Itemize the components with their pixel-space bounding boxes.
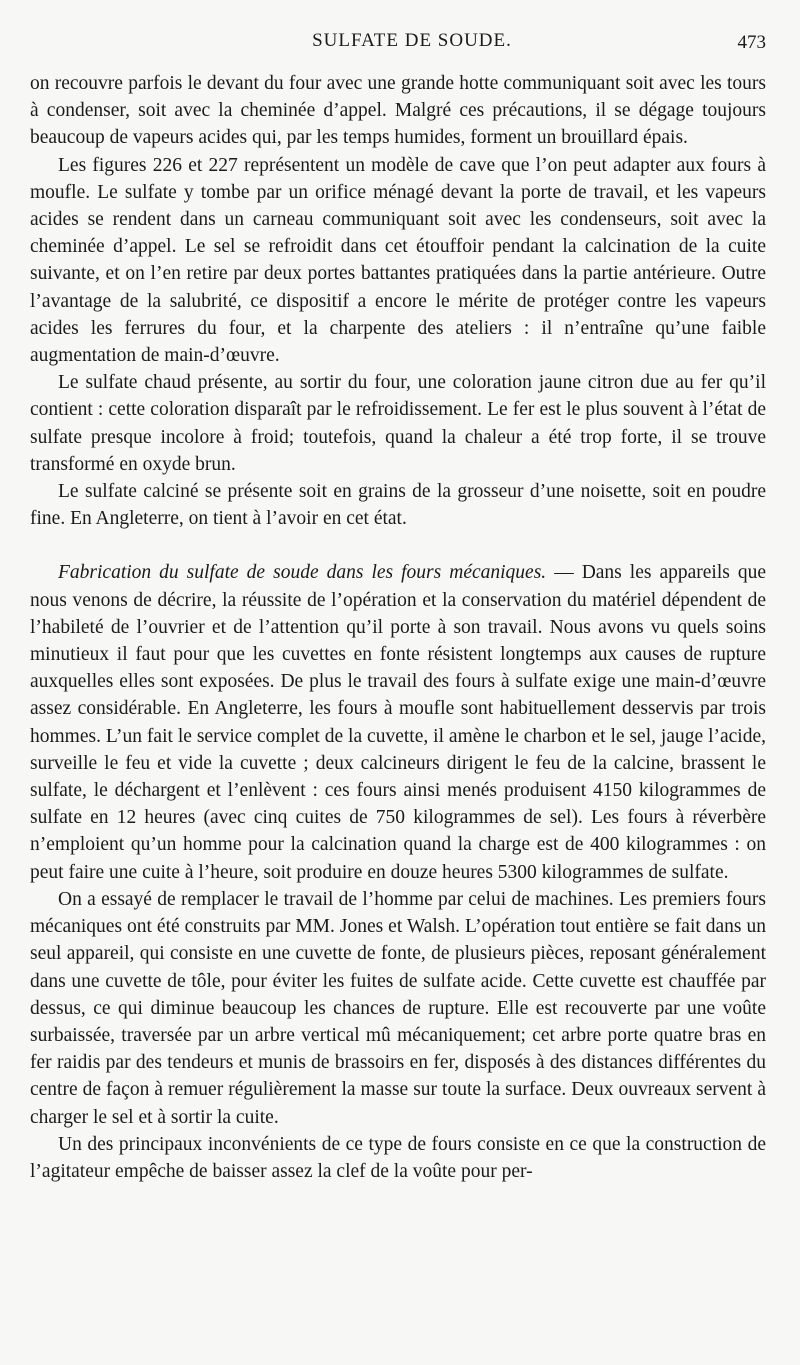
paragraph-mechanical: On a essayé de remplacer le travail de l’homme par celui de machines. Les premiers fours mécaniques ont été construits par MM. Jones et Walsh. L’opération tout entière se fait dans un seul appareil, qui consiste en une cuvette de fonte, de plusieurs pièces, reposant généralement dans une cuvette de tôle, pour éviter les fuites de sulfate acide. Cette cuvette est chauffée par dessus, ce qui diminue beaucoup les chances de rupture. Elle est recouverte par une voûte surbaissée, traversée par un arbre vertical mû mécaniquement; cet arbre porte quatre bras en fer raidis par des tendeurs et munis de brassoirs en fer, disposés à des distances différentes du centre de façon à remuer régulièrement la masse sur toute la surface. Deux ouvreaux servent à charger le sel et à sortir la cuite. [30, 888, 766, 1128]
paragraph-calcined: Le sulfate calciné se présente soit en grains de la grosseur d’une noisette, soit en poudre fine. En Angleterre, on tient à l’avoir en cet état. [30, 481, 766, 530]
paragraph-color: Le sulfate chaud présente, au sortir du four, une coloration jaune citron due au fer qu’il contient : cette coloration disparaît par le refroidissement. Le fer est le plus souvent à l’état de sulfate presque incolore à froid; toutefois, quand la chaleur a été trop forte, il se trouve transformé en oxyde brun. [30, 372, 766, 475]
page-number: 473 [737, 32, 766, 53]
section-intro-text: — Dans les appareils que nous venons de décrire, la réussite de l’opération et la conservation du matériel dépendent de l’habileté de l’ouvrier et de l’attention qu’il porte à son travail. Nous avons vu quels soins minutieux il faut pour que les cuvettes en fonte résistent longtemps aux causes de rupture auxquelles elles sont exposées. De plus le travail des fours à sulfate exige une main-d’œuvre assez considérable. En Angleterre, les fours à moufle sont habituellement desservis par trois hommes. L’un fait le service complet de la cuvette, il amène le charbon et le sel, jauge l’acide, surveille le feu et vide la cuvette ; deux calcineurs dirigent le feu de la calcine, brassent le sulfate, le déchargent et l’enlèvent : ces fours ainsi menés produisent 4150 kilogrammes de sulfate en 12 heures (avec cinq cuites de 750 kilogrammes de sel). Les fours à réverbère n’emploient qu’un homme pour la calcination quand la charge est de 400 kilogrammes : on peut faire une cuite à l’heure, soit produire en douze heures 5300 kilogrammes de sulfate. [30, 562, 767, 883]
section-intro-paragraph [30, 559, 766, 885]
paragraph-continuation: on recouvre parfois le devant du four avec une grande hotte communiquant soit avec les tours à condenser, soit avec la cheminée d’appel. Malgré ces précautions, il se dégage toujours beaucoup de vapeurs acides qui, par les temps humides, forment un brouillard épais. [30, 73, 766, 149]
body-text [30, 70, 766, 1185]
paragraph-figures: Les figures 226 et 227 représentent un modèle de cave que l’on peut adapter aux fours à moufle. Le sulfate y tombe par un orifice ménagé devant la porte de travail, et les vapeurs acides se rendent dans un carneau communiquant soit avec les condenseurs, soit avec la cheminée d’appel. Le sel se refroidit dans cet étouffoir pendant la calcination de la cuite suivante, et on l’en retire par deux portes battantes pratiquées dans la partie antérieure. Outre l’avantage de la salubrité, ce dispositif a encore le mérite de protéger contre les vapeurs acides les ferrures du four, et la charpente des ateliers : il n’entraîne qu’une faible augmentation de main-d’œuvre. [30, 154, 766, 367]
section-title: Fabrication du sulfate de soude dans les fours mécaniques. [58, 562, 547, 584]
paragraph-inconvenients: Un des principaux inconvénients de ce type de fours consiste en ce que la construction de l’agitateur empêche de baisser assez la clef de la voûte pour per- [30, 1133, 766, 1182]
page-header [58, 30, 766, 60]
running-title: SULFATE DE SOUDE. [312, 30, 512, 51]
